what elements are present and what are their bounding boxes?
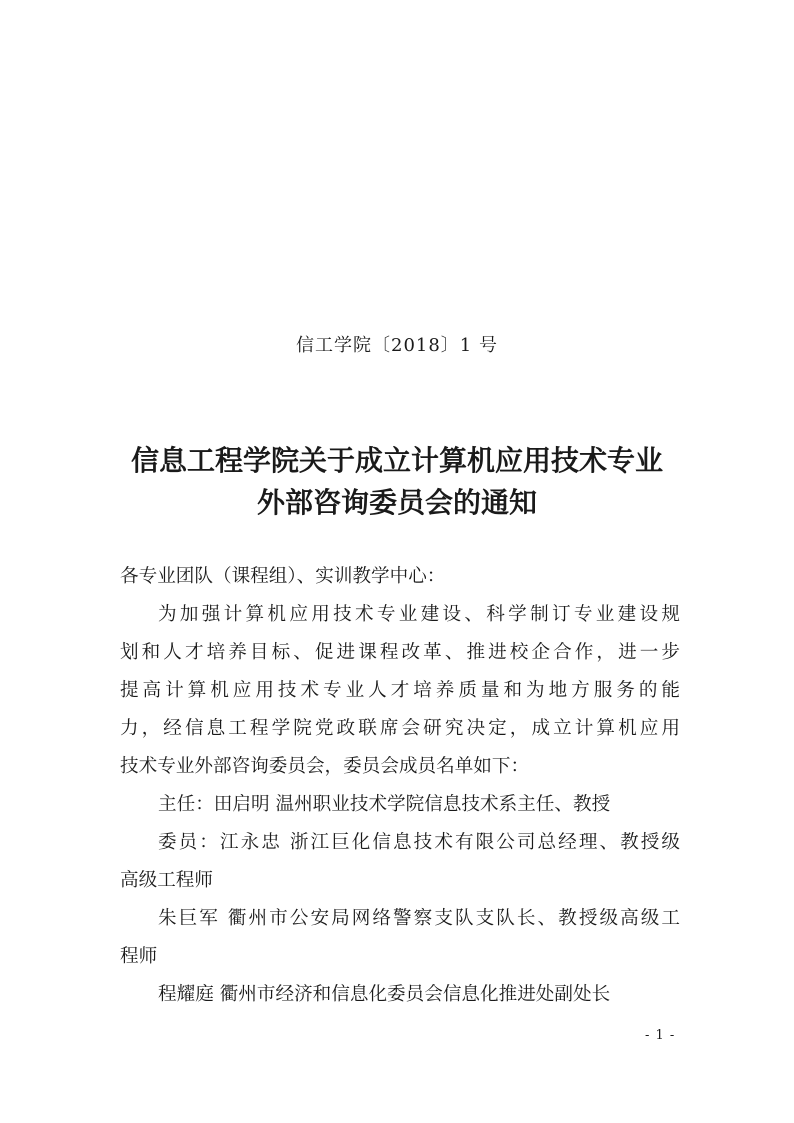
paragraph-line-1: 为加强计算机应用技术专业建设、科学制订专业建设规: [158, 604, 680, 625]
member-3: 程耀庭 衢州市经济和信息化委员会信息化推进处副处长: [158, 984, 611, 1005]
salutation: 各专业团队（课程组）、实训教学中心：: [120, 566, 446, 587]
member-1-line-1: 委员：江永忠 浙江巨化信息技术有限公司总经理、教授级: [158, 832, 680, 853]
member-2-line-1: 朱巨军 衢州市公安局网络警察支队支队长、教授级高级工: [158, 908, 680, 929]
member-2-line-2: 程师: [120, 946, 158, 967]
document-body: [120, 558, 680, 1014]
document-title: [80, 440, 714, 524]
paragraph-line-4: 力，经信息工程学院党政联席会研究决定，成立计算机应用: [120, 718, 680, 739]
page-number: - 1 -: [645, 1028, 676, 1043]
document-number: 信工学院〔2018〕1 号: [296, 335, 498, 356]
paragraph-line-3: 提高计算机应用技术专业人才培养质量和为地方服务的能: [120, 680, 680, 701]
title-line-2: 外部咨询委员会的通知: [256, 486, 537, 519]
paragraph-line-5: 技术专业外部咨询委员会，委员会成员名单如下：: [120, 756, 530, 777]
title-line-1: 信息工程学院关于成立计算机应用技术专业: [130, 444, 663, 477]
member-director: 主任：田启明 温州职业技术学院信息技术系主任、教授: [158, 794, 611, 815]
paragraph-line-2: 划和人才培养目标、促进课程改革、推进校企合作，进一步: [120, 642, 680, 663]
member-1-line-2: 高级工程师: [120, 870, 213, 891]
